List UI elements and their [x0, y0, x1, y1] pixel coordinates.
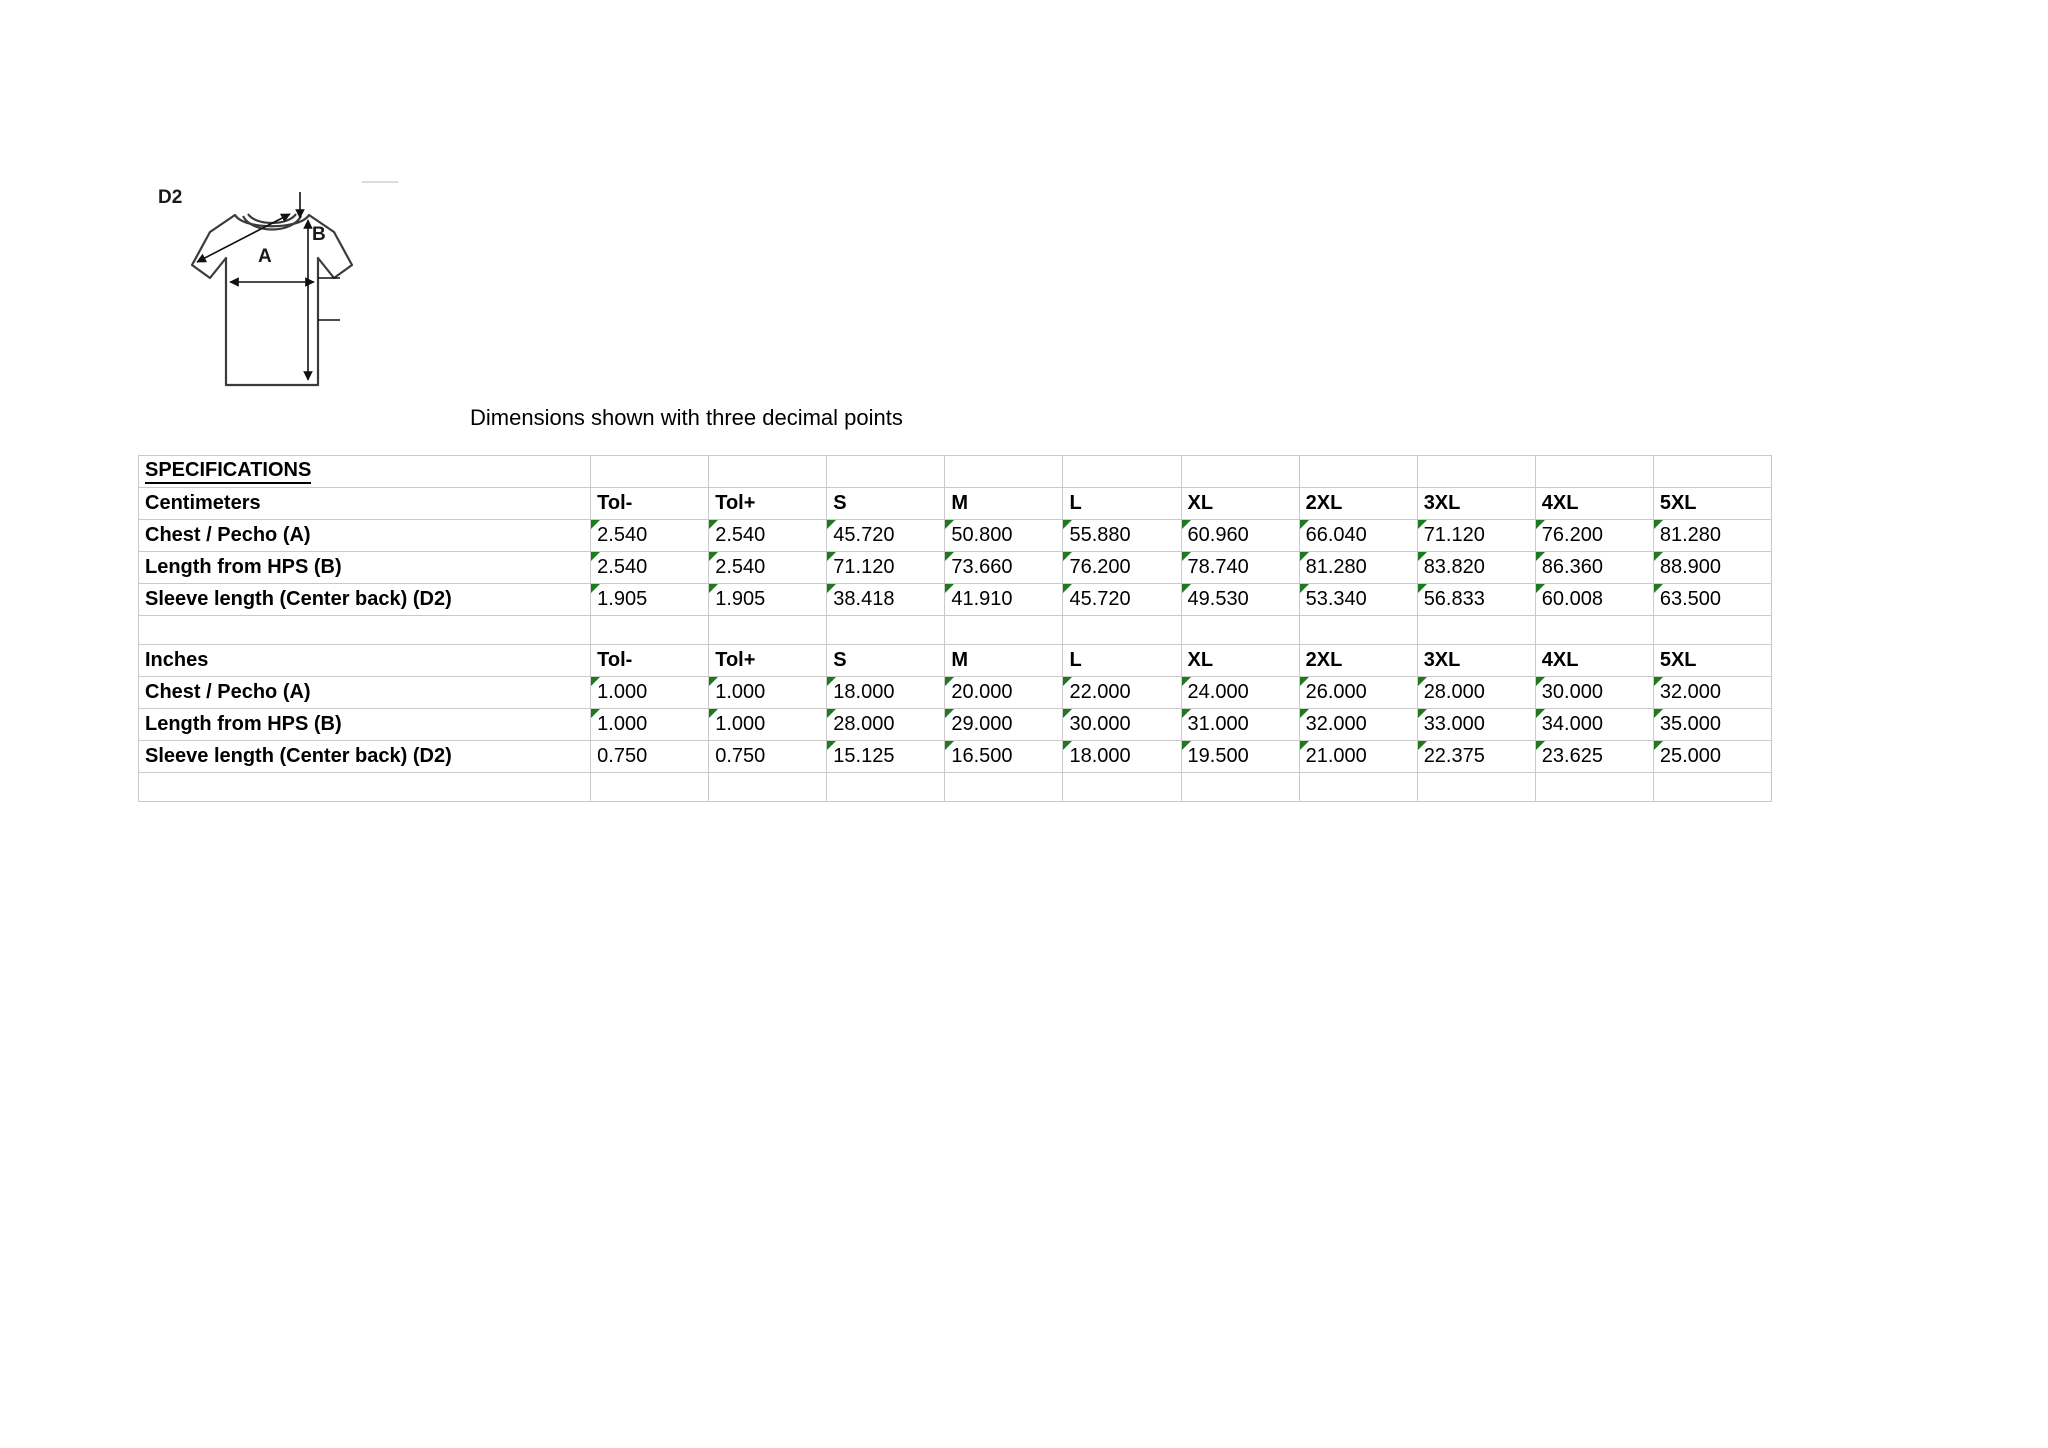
measurement-value-cell: 45.720 — [1063, 584, 1181, 616]
cell-warning-flag-icon — [1536, 709, 1545, 718]
measurement-value-cell: 1.000 — [591, 677, 709, 709]
column-header-cell: 2XL — [1299, 488, 1417, 520]
measurement-value-cell: 19.500 — [1181, 741, 1299, 773]
measurement-value-cell: 1.000 — [709, 709, 827, 741]
cell-warning-flag-icon — [1418, 709, 1427, 718]
cell-warning-flag-icon — [709, 520, 718, 529]
cell-warning-flag-icon — [1182, 520, 1191, 529]
cell-warning-flag-icon — [591, 552, 600, 561]
measurement-value-cell: 55.880 — [1063, 520, 1181, 552]
caption-text: Dimensions shown with three decimal points — [470, 405, 903, 430]
measurement-value-cell: 0.750 — [709, 741, 827, 773]
measurement-value-cell: 22.000 — [1063, 677, 1181, 709]
measurement-value-cell: 32.000 — [1299, 709, 1417, 741]
cell-warning-flag-icon — [1536, 552, 1545, 561]
empty-cell — [1063, 773, 1181, 802]
measurement-value-cell: 1.000 — [709, 677, 827, 709]
cell-warning-flag-icon — [1654, 709, 1663, 718]
measurement-value-cell: 1.905 — [709, 584, 827, 616]
sheet-title-row — [139, 456, 1772, 488]
unit-header-cell: Inches — [139, 645, 591, 677]
tshirt-diagram — [140, 170, 420, 430]
measurement-value-cell: 15.125 — [827, 741, 945, 773]
empty-cell — [1535, 773, 1653, 802]
column-header-cell: 5XL — [1653, 488, 1771, 520]
column-header-cell: M — [945, 488, 1063, 520]
cell-warning-flag-icon — [1063, 552, 1072, 561]
cell-warning-flag-icon — [709, 584, 718, 593]
cell-warning-flag-icon — [1182, 741, 1191, 750]
spacer-row — [139, 773, 1772, 802]
column-header-cell: Tol- — [591, 645, 709, 677]
measurement-label-cell: Chest / Pecho (A) — [139, 677, 591, 709]
empty-cell — [1417, 456, 1535, 488]
cell-warning-flag-icon — [1418, 677, 1427, 686]
empty-cell — [1063, 456, 1181, 488]
empty-cell — [709, 773, 827, 802]
cell-warning-flag-icon — [1418, 741, 1427, 750]
measurement-value-cell: 38.418 — [827, 584, 945, 616]
measurement-value-cell: 34.000 — [1535, 709, 1653, 741]
cell-warning-flag-icon — [945, 552, 954, 561]
measurement-value-cell: 1.000 — [591, 709, 709, 741]
empty-cell — [1535, 616, 1653, 645]
measurement-value-cell: 24.000 — [1181, 677, 1299, 709]
cell-warning-flag-icon — [591, 520, 600, 529]
column-header-cell: 2XL — [1299, 645, 1417, 677]
measurement-value-cell: 33.000 — [1417, 709, 1535, 741]
measurement-value-cell: 30.000 — [1063, 709, 1181, 741]
empty-cell — [709, 616, 827, 645]
empty-cell — [1653, 616, 1771, 645]
empty-cell — [827, 616, 945, 645]
column-header-cell: 4XL — [1535, 645, 1653, 677]
cell-warning-flag-icon — [1536, 741, 1545, 750]
empty-cell — [709, 456, 827, 488]
measurement-value-cell: 22.375 — [1417, 741, 1535, 773]
measurement-value-cell: 88.900 — [1653, 552, 1771, 584]
cell-warning-flag-icon — [945, 584, 954, 593]
column-header-cell: 3XL — [1417, 645, 1535, 677]
measurement-value-cell: 66.040 — [1299, 520, 1417, 552]
table-row — [139, 520, 1772, 552]
measurement-value-cell: 26.000 — [1299, 677, 1417, 709]
empty-cell — [1299, 773, 1417, 802]
measurement-value-cell: 21.000 — [1299, 741, 1417, 773]
empty-cell — [1181, 616, 1299, 645]
measurement-value-cell: 32.000 — [1653, 677, 1771, 709]
table-row — [139, 584, 1772, 616]
cell-warning-flag-icon — [1300, 520, 1309, 529]
cell-warning-flag-icon — [1536, 520, 1545, 529]
measurement-value-cell: 81.280 — [1299, 552, 1417, 584]
cell-warning-flag-icon — [1182, 709, 1191, 718]
cell-warning-flag-icon — [1182, 584, 1191, 593]
measurement-value-cell: 2.540 — [709, 520, 827, 552]
measurement-label-cell: Chest / Pecho (A) — [139, 520, 591, 552]
table-header-row — [139, 488, 1772, 520]
measurement-value-cell: 2.540 — [709, 552, 827, 584]
column-header-cell: Tol+ — [709, 645, 827, 677]
cell-warning-flag-icon — [1063, 520, 1072, 529]
cell-warning-flag-icon — [1182, 677, 1191, 686]
cell-warning-flag-icon — [1063, 709, 1072, 718]
column-header-cell: 5XL — [1653, 645, 1771, 677]
measurement-value-cell: 81.280 — [1653, 520, 1771, 552]
empty-cell — [1535, 456, 1653, 488]
unit-header-cell: Centimeters — [139, 488, 591, 520]
measurement-value-cell: 1.905 — [591, 584, 709, 616]
cell-warning-flag-icon — [1182, 552, 1191, 561]
empty-cell — [1181, 773, 1299, 802]
column-header-cell: 3XL — [1417, 488, 1535, 520]
empty-cell — [827, 773, 945, 802]
empty-cell — [139, 773, 591, 802]
cell-warning-flag-icon — [591, 584, 600, 593]
empty-cell — [591, 616, 709, 645]
cell-warning-flag-icon — [945, 520, 954, 529]
measurement-value-cell: 63.500 — [1653, 584, 1771, 616]
measurement-value-cell: 2.540 — [591, 520, 709, 552]
cell-warning-flag-icon — [945, 741, 954, 750]
cell-warning-flag-icon — [1654, 741, 1663, 750]
table-header-row — [139, 645, 1772, 677]
sheet-title: SPECIFICATIONS — [139, 456, 591, 488]
spacer-row — [139, 616, 1772, 645]
cell-warning-flag-icon — [945, 677, 954, 686]
measurement-value-cell: 49.530 — [1181, 584, 1299, 616]
cell-warning-flag-icon — [827, 677, 836, 686]
column-header-cell: S — [827, 488, 945, 520]
cell-warning-flag-icon — [1300, 709, 1309, 718]
cell-warning-flag-icon — [1654, 552, 1663, 561]
specifications-table — [138, 455, 1772, 802]
column-header-cell: M — [945, 645, 1063, 677]
cell-warning-flag-icon — [709, 709, 718, 718]
measurement-value-cell: 71.120 — [1417, 520, 1535, 552]
empty-cell — [1063, 616, 1181, 645]
cell-warning-flag-icon — [1418, 584, 1427, 593]
cell-warning-flag-icon — [1063, 741, 1072, 750]
table-row — [139, 709, 1772, 741]
measurement-value-cell: 28.000 — [827, 709, 945, 741]
empty-cell — [1653, 456, 1771, 488]
table-row — [139, 741, 1772, 773]
measurement-value-cell: 23.625 — [1535, 741, 1653, 773]
diagram-label-a: A — [258, 246, 272, 267]
cell-warning-flag-icon — [1300, 677, 1309, 686]
cell-warning-flag-icon — [827, 552, 836, 561]
column-header-cell: Tol+ — [709, 488, 827, 520]
empty-cell — [945, 456, 1063, 488]
measurement-value-cell: 60.960 — [1181, 520, 1299, 552]
column-header-cell: S — [827, 645, 945, 677]
empty-cell — [139, 616, 591, 645]
cell-warning-flag-icon — [1536, 677, 1545, 686]
measurement-value-cell: 53.340 — [1299, 584, 1417, 616]
empty-cell — [1417, 616, 1535, 645]
cell-warning-flag-icon — [827, 741, 836, 750]
cell-warning-flag-icon — [1063, 677, 1072, 686]
measurement-value-cell: 41.910 — [945, 584, 1063, 616]
empty-cell — [591, 773, 709, 802]
measurement-value-cell: 18.000 — [827, 677, 945, 709]
measurement-value-cell: 0.750 — [591, 741, 709, 773]
column-header-cell: 4XL — [1535, 488, 1653, 520]
cell-warning-flag-icon — [1654, 520, 1663, 529]
measurement-value-cell: 45.720 — [827, 520, 945, 552]
diagram-label-b: B — [312, 224, 326, 245]
measurement-value-cell: 31.000 — [1181, 709, 1299, 741]
cell-warning-flag-icon — [1300, 741, 1309, 750]
measurement-value-cell: 35.000 — [1653, 709, 1771, 741]
empty-cell — [827, 456, 945, 488]
cell-warning-flag-icon — [1418, 552, 1427, 561]
table-row — [139, 677, 1772, 709]
measurement-label-cell: Sleeve length (Center back) (D2) — [139, 584, 591, 616]
cell-warning-flag-icon — [591, 677, 600, 686]
column-header-cell: XL — [1181, 488, 1299, 520]
measurement-value-cell: 18.000 — [1063, 741, 1181, 773]
cell-warning-flag-icon — [1418, 520, 1427, 529]
cell-warning-flag-icon — [827, 709, 836, 718]
measurement-value-cell: 25.000 — [1653, 741, 1771, 773]
column-header-cell: L — [1063, 488, 1181, 520]
empty-cell — [1299, 616, 1417, 645]
empty-cell — [1299, 456, 1417, 488]
cell-warning-flag-icon — [1300, 584, 1309, 593]
cell-warning-flag-icon — [827, 584, 836, 593]
cell-warning-flag-icon — [945, 709, 954, 718]
measurement-value-cell: 71.120 — [827, 552, 945, 584]
cell-warning-flag-icon — [1300, 552, 1309, 561]
measurement-value-cell: 20.000 — [945, 677, 1063, 709]
measurement-value-cell: 83.820 — [1417, 552, 1535, 584]
cell-warning-flag-icon — [1063, 584, 1072, 593]
measurement-value-cell: 86.360 — [1535, 552, 1653, 584]
measurement-value-cell: 56.833 — [1417, 584, 1535, 616]
measurement-label-cell: Sleeve length (Center back) (D2) — [139, 741, 591, 773]
column-header-cell: XL — [1181, 645, 1299, 677]
empty-cell — [1417, 773, 1535, 802]
measurement-value-cell: 2.540 — [591, 552, 709, 584]
cell-warning-flag-icon — [709, 677, 718, 686]
cell-warning-flag-icon — [709, 552, 718, 561]
empty-cell — [591, 456, 709, 488]
measurement-value-cell: 60.008 — [1535, 584, 1653, 616]
measurement-value-cell: 78.740 — [1181, 552, 1299, 584]
measurement-value-cell: 50.800 — [945, 520, 1063, 552]
measurement-value-cell: 29.000 — [945, 709, 1063, 741]
cell-warning-flag-icon — [827, 520, 836, 529]
diagram-label-d2: D2 — [158, 187, 183, 208]
column-header-cell: L — [1063, 645, 1181, 677]
empty-cell — [1653, 773, 1771, 802]
measurement-label-cell: Length from HPS (B) — [139, 552, 591, 584]
measurement-value-cell: 16.500 — [945, 741, 1063, 773]
cell-warning-flag-icon — [1654, 584, 1663, 593]
cell-warning-flag-icon — [1654, 677, 1663, 686]
measurement-value-cell: 30.000 — [1535, 677, 1653, 709]
table-row — [139, 552, 1772, 584]
empty-cell — [945, 773, 1063, 802]
column-header-cell: Tol- — [591, 488, 709, 520]
measurement-value-cell: 76.200 — [1063, 552, 1181, 584]
empty-cell — [945, 616, 1063, 645]
specifications-sheet — [138, 455, 1778, 802]
measurement-label-cell: Length from HPS (B) — [139, 709, 591, 741]
cell-warning-flag-icon — [1536, 584, 1545, 593]
measurement-value-cell: 73.660 — [945, 552, 1063, 584]
cell-warning-flag-icon — [591, 709, 600, 718]
measurement-value-cell: 28.000 — [1417, 677, 1535, 709]
empty-cell — [1181, 456, 1299, 488]
measurement-value-cell: 76.200 — [1535, 520, 1653, 552]
